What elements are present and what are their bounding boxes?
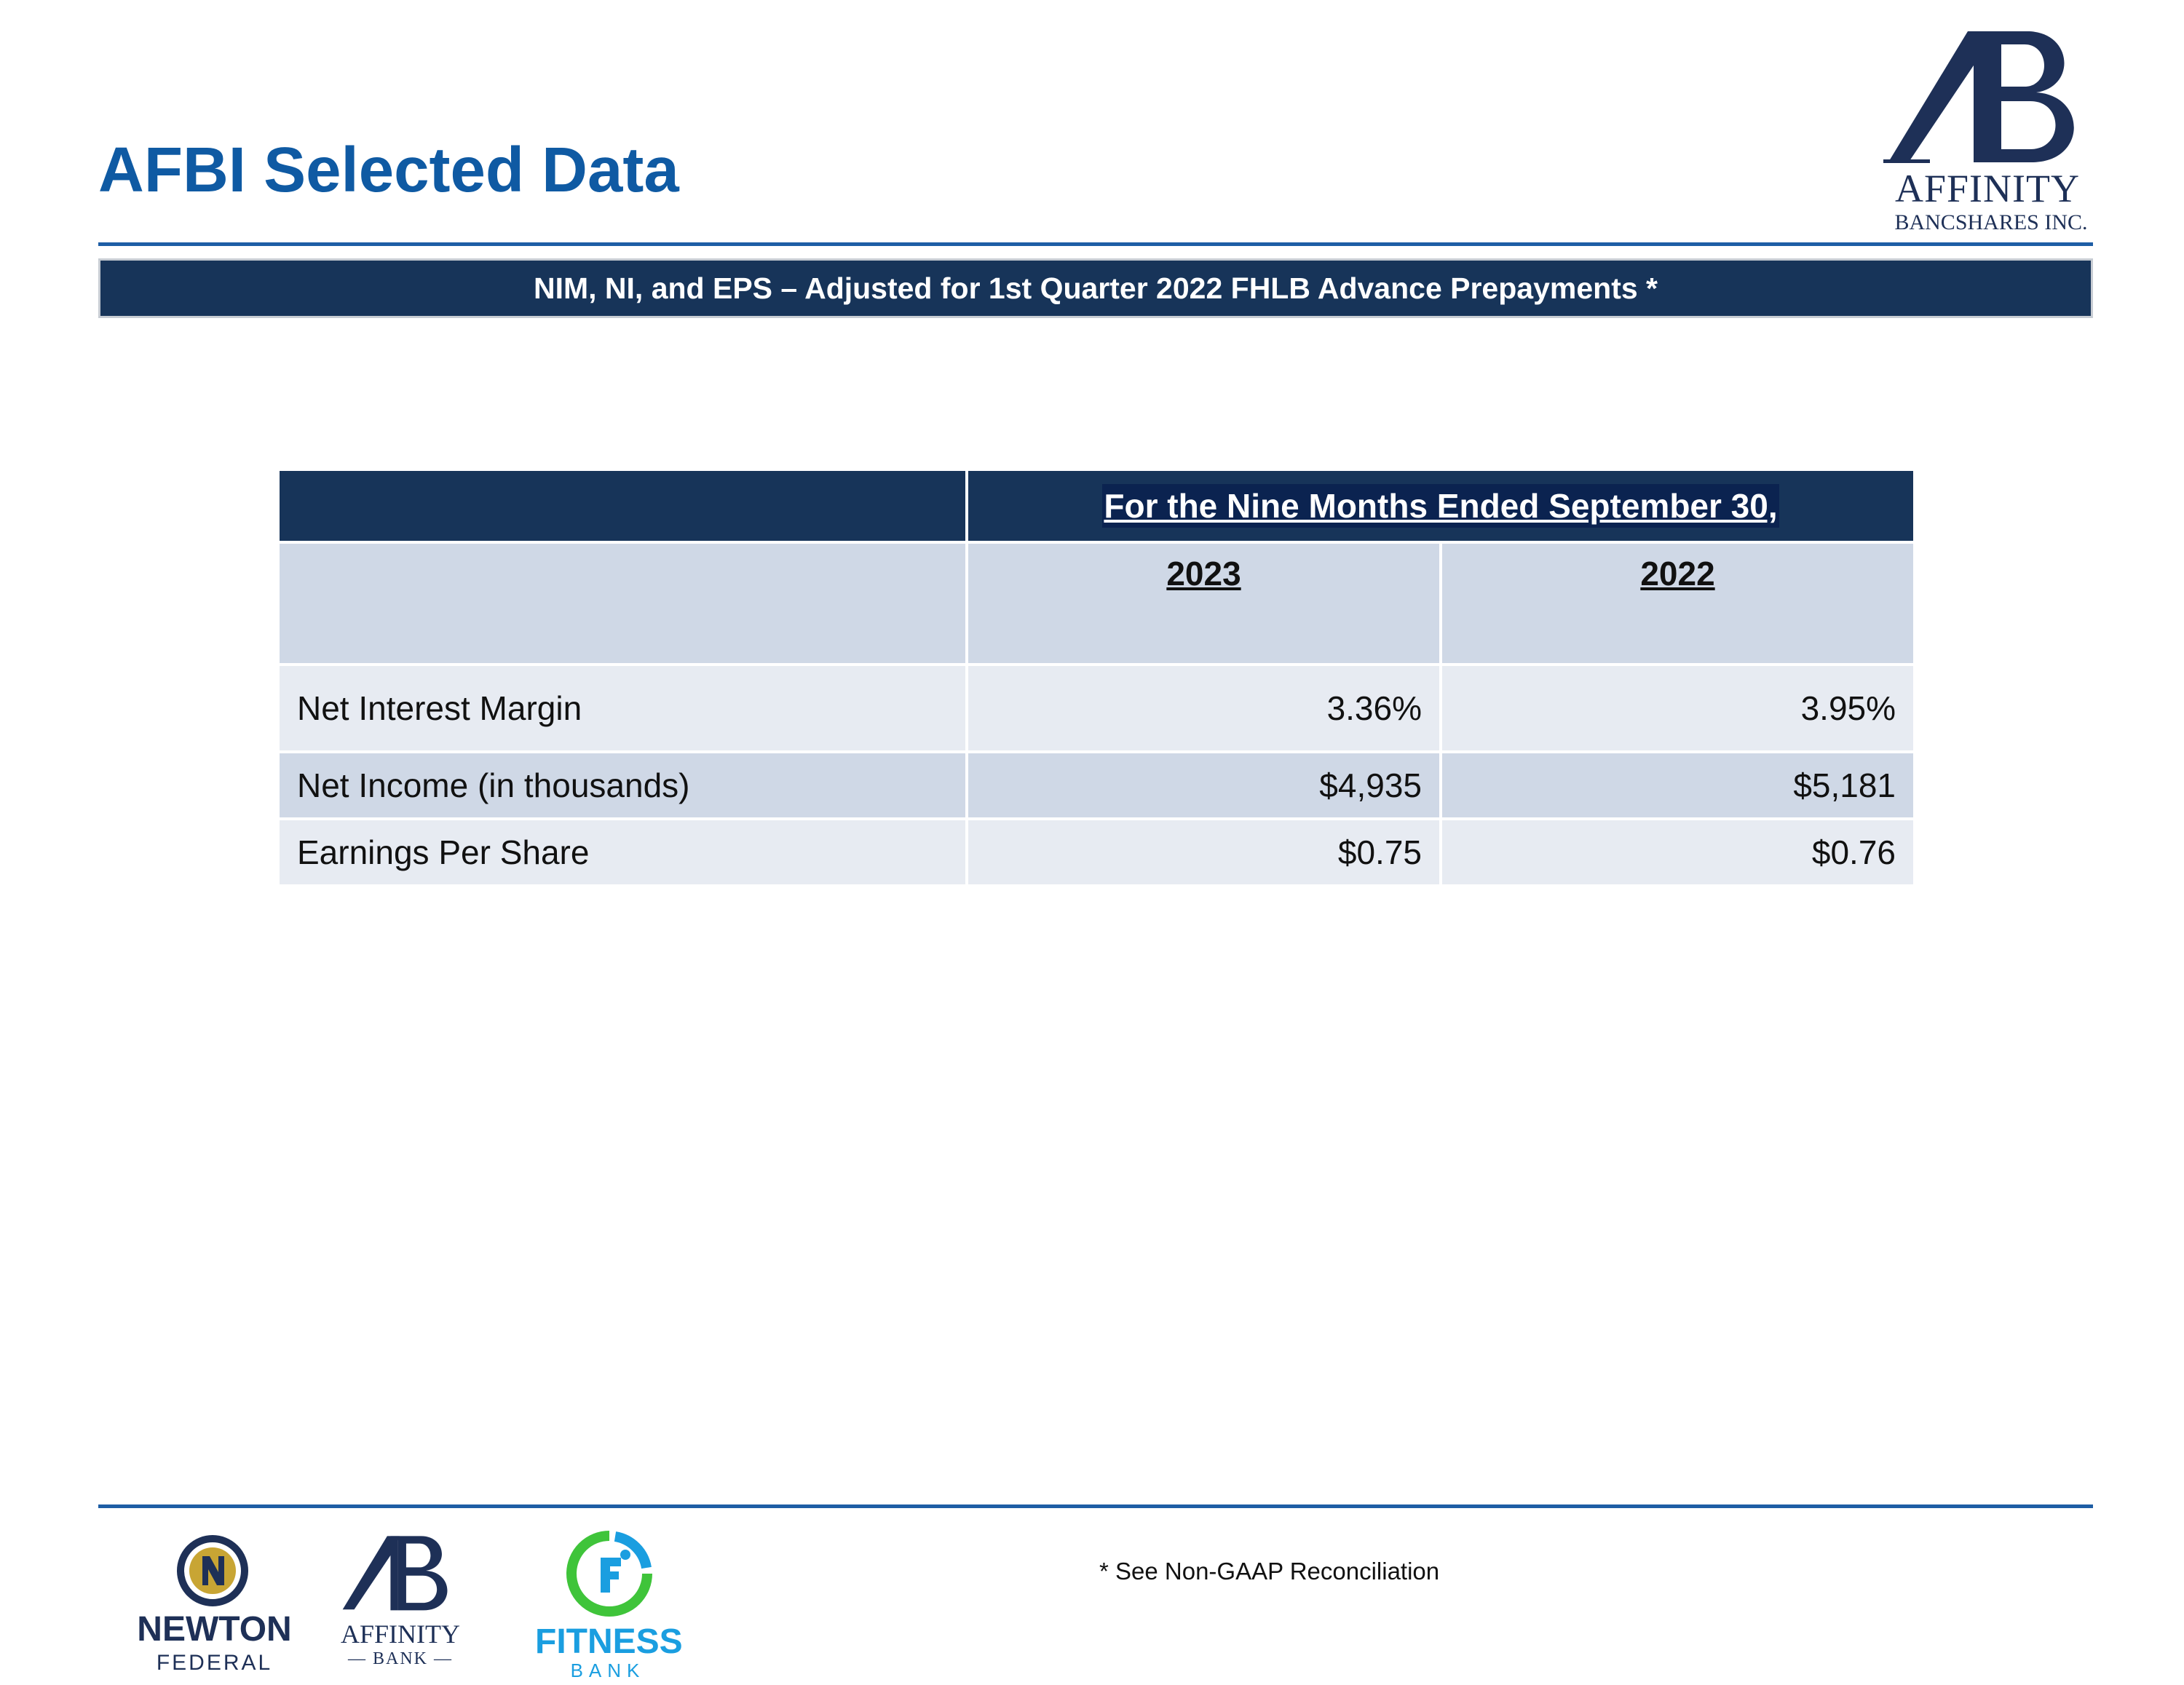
affinity-bank-logo-name: AFFINITY: [340, 1619, 460, 1649]
fitness-logo-subtitle: BANK: [570, 1660, 646, 1681]
affinity-monogram-icon: [1882, 25, 2100, 171]
row-label: Earnings Per Share: [278, 819, 967, 886]
cell-2022: $5,181: [1441, 752, 1915, 819]
affinity-logo-name: AFFINITY: [1894, 167, 2080, 210]
cell-2023: $4,935: [967, 752, 1441, 819]
affinity-bancshares-logo: [1882, 25, 2100, 240]
fitness-logo-name: FITNESS: [535, 1622, 683, 1661]
header-blank-cell: [278, 469, 967, 542]
header-divider: [98, 242, 2093, 246]
newton-federal-logo: [125, 1534, 304, 1680]
table-row: [278, 819, 1915, 886]
affinity-bank-logo: [331, 1532, 470, 1678]
year-header-blank: [278, 542, 967, 665]
year-header-row: [278, 542, 1915, 665]
affinity-bank-logo-subtitle: — BANK —: [347, 1649, 453, 1668]
affinity-bank-monogram-icon: [339, 1532, 462, 1616]
cell-2023: 3.36%: [967, 665, 1441, 752]
fitness-emblem-icon: [564, 1529, 655, 1619]
cell-2022: $0.76: [1441, 819, 1915, 886]
table-row: [278, 665, 1915, 752]
newton-logo-name: NEWTON: [137, 1610, 292, 1649]
section-banner: [98, 258, 2093, 318]
page-title: AFBI Selected Data: [98, 135, 679, 205]
banner-text: NIM, NI, and EPS – Adjusted for 1st Quarter 2022 FHLB Advance Prepayments *: [533, 271, 1658, 305]
fitness-bank-logo: [535, 1529, 681, 1685]
row-label: Net Interest Margin: [278, 665, 967, 752]
newton-emblem-icon: [176, 1534, 249, 1607]
cell-2022: 3.95%: [1441, 665, 1915, 752]
footer-divider: [98, 1504, 2093, 1508]
newton-logo-subtitle: FEDERAL: [156, 1651, 273, 1675]
table-row: [278, 752, 1915, 819]
table-header-row: [278, 469, 1915, 542]
row-label: Net Income (in thousands): [278, 752, 967, 819]
footnote: * See Non-GAAP Reconciliation: [1099, 1558, 1440, 1585]
year-2023-header: 2023: [967, 542, 1441, 665]
affinity-logo-subtitle: BANCSHARES INC.: [1894, 210, 2088, 234]
period-header-cell: [967, 469, 1915, 542]
cell-2023: $0.75: [967, 819, 1441, 886]
selected-data-table: [277, 468, 1916, 887]
year-2022-header: 2022: [1441, 542, 1915, 665]
period-header: For the Nine Months Ended September 30,: [1102, 484, 1779, 528]
